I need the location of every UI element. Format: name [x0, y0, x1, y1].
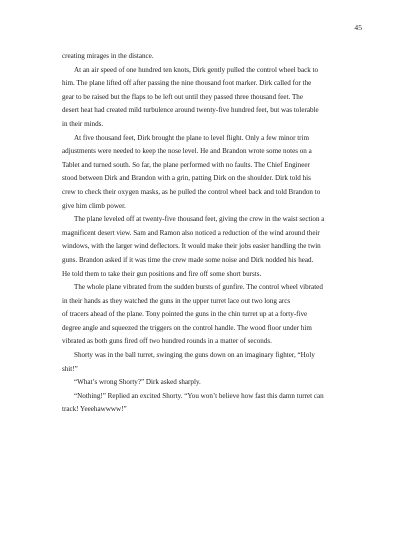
text-line: “What’s wrong Shorty?” Dirk asked sharply.: [74, 378, 201, 387]
paragraph: [62, 64, 358, 132]
text-line: in their hands as they watched the guns in the upper turret lace out two long arcs: [62, 296, 291, 305]
paragraph: [62, 376, 358, 390]
text-line: stood between Dirk and Brandon with a grin, patting Dirk on the shoulder. Dirk told his: [62, 174, 311, 183]
paragraph: [62, 132, 358, 214]
text-line: magnificent desert view. Sam and Ramon also noticed a reduction of the wind around their: [62, 228, 320, 237]
text-line: windows, with the larger wind deflectors. It would make their jobs easier handling the twin: [62, 242, 321, 251]
text-line: vibrated as both guns fired off two hundred rounds in a matter of seconds.: [62, 337, 272, 346]
text-line: He told them to take their gun positions and fire off some short bursts.: [62, 269, 262, 278]
text-line: The plane leveled off at twenty-five thousand feet, giving the crew in the waist section a: [74, 215, 325, 224]
body-text: [62, 50, 358, 417]
paragraph: [62, 349, 358, 376]
page-number: 45: [354, 23, 362, 32]
paragraph: [62, 213, 358, 281]
text-line: him. The plane lifted off after passing the nine thousand foot marker. Dirk called for the: [62, 79, 312, 88]
text-line: in their minds.: [62, 119, 104, 128]
text-line: shit!”: [62, 364, 78, 373]
text-line: crew to check their oxygen masks, as he pulled the control wheel back and told Brandon to: [62, 187, 321, 196]
text-line: gear to be raised but the flaps to be left out until they passed three thousand feet. The: [62, 92, 303, 101]
text-line: desert heat had created mild turbulence around twenty-five hundred feet, but was tolerable: [62, 106, 319, 115]
text-line: At an air speed of one hundred ten knots, Dirk gently pulled the control wheel back to: [74, 65, 319, 74]
text-line: “Nothing!” Replied an excited Shorty. “You won’t believe how fast this damn turret can: [74, 391, 324, 400]
text-line: track! Yeeehawwww!”: [62, 405, 127, 414]
text-line: Shorty was in the ball turret, swinging the guns down on an imaginary fighter, “Holy: [74, 351, 315, 360]
text-line: give him climb power.: [62, 201, 126, 210]
text-line: The whole plane vibrated from the sudden bursts of gunfire. The control wheel vibrated: [74, 283, 323, 292]
paragraph: [62, 281, 358, 349]
paragraph: [62, 390, 358, 417]
text-line: creating mirages in the distance.: [62, 52, 154, 60]
text-line: Tablet and turned south. So far, the plane performed with no faults. The Chief Engineer: [62, 160, 310, 169]
text-line: degree angle and squeezed the triggers on the control handle. The wood floor under him: [62, 323, 312, 332]
text-line: adjustments were needed to keep the nose level. He and Brandon wrote some notes on a: [62, 147, 312, 156]
text-line: guns. Brandon asked if it was time the crew made some noise and Dirk nodded his head.: [62, 255, 314, 264]
text-line: At five thousand feet, Dirk brought the plane to level flight. Only a few minor trim: [74, 133, 310, 142]
text-line: of tracers ahead of the plane. Tony pointed the guns in the chin turret up at a forty-five: [62, 310, 308, 319]
paragraph: [62, 50, 358, 64]
